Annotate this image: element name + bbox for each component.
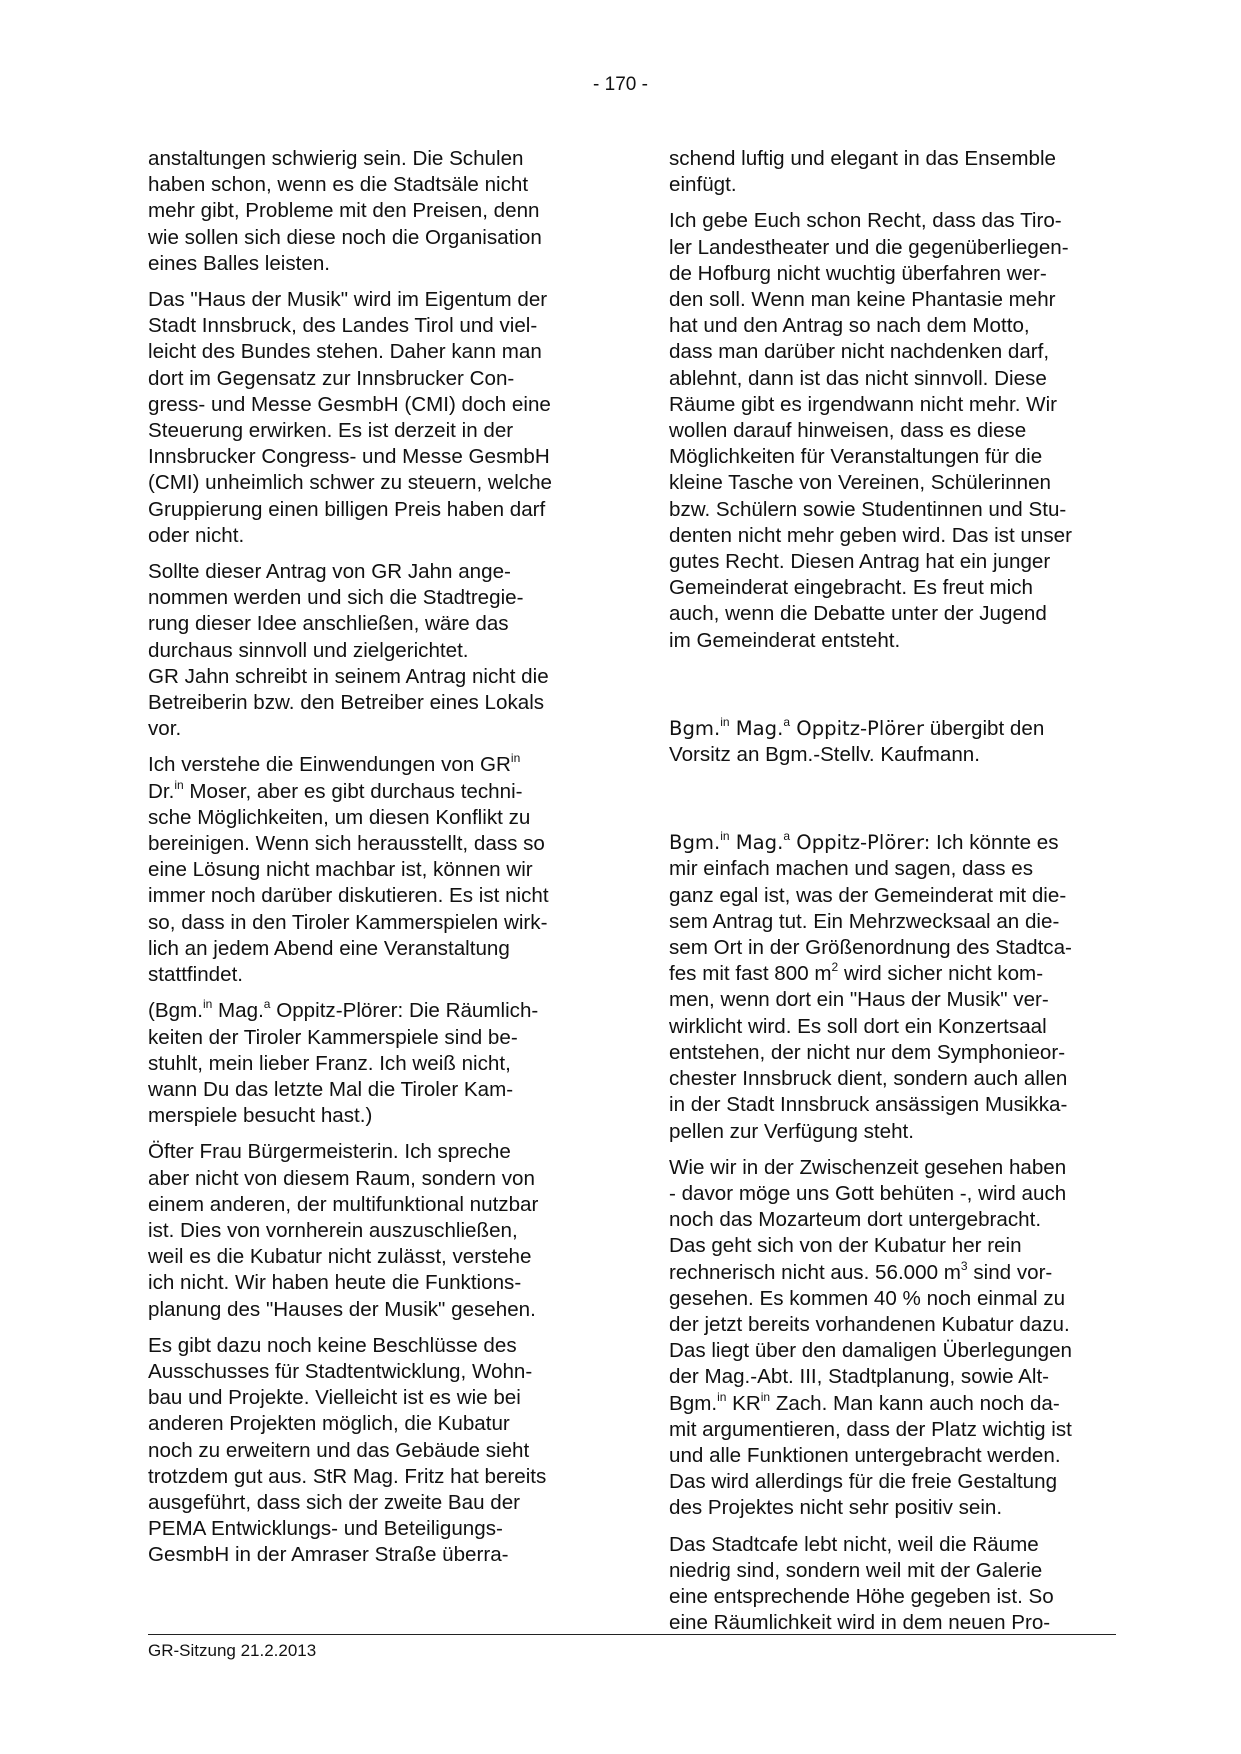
paragraph-gap [669,664,1117,716]
text-line [669,883,1117,909]
text-segment: ler Landestheater und die gegenüberliegen- [669,235,1069,259]
text-segment: auch, wenn die Debatte unter der Jugend [669,602,1047,626]
text-line [669,909,1117,935]
text-line [148,690,596,716]
text-line [669,1417,1117,1443]
paragraph [148,752,596,988]
text-line [148,1490,596,1516]
text-line [669,339,1117,365]
text-line [669,313,1117,339]
text-line [669,392,1117,418]
text-line [148,1297,596,1323]
text-line [148,585,596,611]
speaker-name: Oppitz-Plörer [790,716,925,740]
text-line [148,1218,596,1244]
text-line [669,1260,1117,1286]
text-segment: der Mag.-Abt. III, Stadtplanung, sowie Alt- [669,1365,1050,1389]
text-segment: ich nicht. Wir haben heute die Funktions- [148,1271,522,1295]
text-segment: ausgeführt, dass sich der zweite Bau der [148,1490,521,1514]
text-line [669,1338,1117,1364]
text-segment: sche Möglichkeiten, um diesen Konflikt zu [148,805,531,829]
paragraph [669,208,1117,653]
text-line [669,1610,1117,1636]
text-segment: hat und den Antrag so nach dem Motto, [669,314,1030,338]
text-segment: anstaltungen schwierig sein. Die Schulen [148,147,524,170]
paragraph-gap [669,778,1117,830]
text-line [669,1391,1117,1417]
text-line [669,1040,1117,1066]
superscript: a [263,997,271,1012]
text-segment: dass man darüber nicht nachdenken darf, [669,340,1050,364]
paragraph [669,146,1117,198]
text-line [148,470,596,496]
text-segment: noch das Mozarteum dort untergebracht. [669,1208,1042,1232]
text-line [148,198,596,224]
text-segment: einfügt. [669,173,737,197]
text-line [669,366,1117,392]
text-segment: Das liegt über den damaligen Überlegungen [669,1339,1072,1363]
text-segment: wirklicht wird. Es soll dort ein Konzertsaal [669,1014,1047,1038]
text-segment: schend luftig und elegant in das Ensemble [669,147,1056,170]
text-line [148,287,596,313]
text-segment: Ich könnte es [930,831,1059,855]
text-line [669,716,1117,742]
text-segment: Bgm. [669,1391,718,1415]
text-line [148,172,596,198]
text-segment: GesmbH in der Amraser Straße überra- [148,1543,509,1567]
text-line [148,1192,596,1218]
paragraph [148,287,596,549]
text-segment: ganz egal ist, was der Gemeinderat mit die- [669,883,1067,907]
text-line [669,856,1117,882]
text-segment: - davor möge uns Gott behüten -, wird auch [669,1181,1067,1205]
text-segment: wollen darauf hinweisen, dass es diese [669,419,1027,443]
text-segment: ablehnt, dann ist das nicht sinnvoll. Diese [669,366,1047,390]
text-line [669,1532,1117,1558]
text-segment: keiten der Tiroler Kammerspiele sind be- [148,1025,518,1049]
text-segment: mit argumentieren, dass der Platz wichtig ist [669,1417,1072,1441]
text-line [669,987,1117,1013]
text-segment: leicht des Bundes stehen. Daher kann man [148,340,542,364]
text-line [148,857,596,883]
text-segment: mir einfach machen und sagen, dass es [669,857,1034,881]
text-segment: trotzdem gut aus. StR Mag. Fritz hat bereits [148,1464,547,1488]
text-segment: Dr. [148,779,175,803]
text-segment: lich an jedem Abend eine Veranstaltung [148,936,510,960]
text-segment: durchaus sinnvoll und zielgerichtet. [148,638,469,662]
text-line [148,779,596,805]
text-line [148,392,596,418]
text-segment: gress- und Messe GesmbH (CMI) doch eine [148,392,551,416]
text-line [148,1385,596,1411]
text-line [148,611,596,637]
text-segment: einem anderen, der multifunktional nutzbar [148,1192,539,1216]
text-segment: men, wenn dort ein "Haus der Musik" ver- [669,988,1049,1012]
text-segment: Das Stadtcafe lebt nicht, weil die Räume [669,1532,1039,1556]
text-segment: den soll. Wenn man keine Phantasie mehr [669,288,1056,312]
footer-divider [148,1634,1116,1635]
text-line [148,1077,596,1103]
text-line [148,523,596,549]
text-line [148,1166,596,1192]
text-line [669,146,1117,172]
superscript: in [174,777,184,792]
text-segment: sind vor- [967,1260,1053,1284]
text-segment: planung des "Hauses der Musik" gesehen. [148,1297,536,1321]
text-segment: nommen werden und sich die Stadtregie- [148,586,524,610]
text-line [148,1051,596,1077]
text-segment: Innsbrucker Congress- und Messe GesmbH [148,445,550,469]
text-segment: bau und Projekte. Vielleicht ist es wie bei [148,1386,521,1410]
text-line [148,1244,596,1270]
text-line [148,1139,596,1165]
text-segment: fes mit fast 800 m [669,962,832,986]
text-segment: kleine Tasche von Vereinen, Schülerinnen [669,471,1052,495]
text-segment: sem Antrag tut. Ein Mehrzwecksaal an die- [669,909,1060,933]
text-segment: pellen zur Verfügung steht. [669,1119,915,1143]
text-segment: Räume gibt es irgendwann nicht mehr. Wir [669,392,1058,416]
text-segment: so, dass in den Tiroler Kammerspielen wirk- [148,910,548,934]
text-line [669,601,1117,627]
text-segment: niedrig sind, sondern weil mit der Galerie [669,1558,1043,1582]
text-line [669,1364,1117,1390]
text-line [148,418,596,444]
text-line [148,831,596,857]
text-line [669,575,1117,601]
text-line [148,1103,596,1129]
text-segment: noch zu erweitern und das Gebäude sieht [148,1438,530,1462]
text-segment: dort im Gegensatz zur Innsbrucker Con- [148,366,515,390]
text-segment: Betreiberin bzw. den Betreiber eines Lokals [148,691,545,715]
text-line [148,146,596,172]
text-segment: (Bgm. [148,999,203,1023]
text-line [148,910,596,936]
text-segment: merspiele besucht hast.) [148,1104,373,1128]
text-segment: Öfter Frau Bürgermeisterin. Ich spreche [148,1140,511,1164]
text-line [669,1066,1117,1092]
text-segment: Möglichkeiten für Veranstaltungen für die [669,445,1043,469]
text-line [669,961,1117,987]
text-line [148,962,596,988]
text-line [669,1443,1117,1469]
text-line [669,1495,1117,1521]
text-segment: ist. Dies von vornherein auszuschließen, [148,1218,518,1242]
text-segment: Stadt Innsbruck, des Landes Tirol und viel- [148,314,538,338]
text-segment: Mag. [212,999,264,1023]
text-line [669,1558,1117,1584]
text-segment: wann Du das letzte Mal die Tiroler Kam- [148,1077,514,1101]
text-segment: Gemeinderat eingebracht. Es freut mich [669,576,1034,600]
text-segment: gutes Recht. Diesen Antrag hat ein junger [669,550,1051,574]
superscript: a [783,829,791,844]
text-segment: entstehen, der nicht nur dem Symphonieor- [669,1040,1066,1064]
text-segment: eines Balles leisten. [148,251,331,275]
text-segment: in der Stadt Innsbruck ansässigen Musikka- [669,1093,1068,1117]
text-line [148,251,596,277]
text-segment: des Projektes nicht sehr positiv sein. [669,1496,1003,1520]
text-segment: eine Räumlichkeit wird in dem neuen Pro- [669,1611,1051,1635]
text-segment: (CMI) unheimlich schwer zu steuern, welche [148,471,553,495]
paragraph [669,830,1117,1144]
text-line [148,936,596,962]
text-line [669,549,1117,575]
text-line [669,444,1117,470]
text-segment: Das wird allerdings für die freie Gestaltung [669,1470,1058,1494]
text-line [148,366,596,392]
text-segment: übergibt den [924,716,1045,740]
text-segment: Zach. Man kann auch noch da- [770,1391,1060,1415]
speaker-name: Bgm. [669,831,721,855]
text-segment: stattfindet. [148,963,244,987]
speaker-name: Bgm. [669,716,721,740]
text-segment: und alle Funktionen untergebracht werden. [669,1443,1061,1467]
text-line [669,261,1117,287]
text-segment: Ausschusses für Stadtentwicklung, Wohn- [148,1359,533,1383]
text-line [669,235,1117,261]
text-line [669,1155,1117,1181]
text-segment: Sollte dieser Antrag von GR Jahn ange- [148,560,511,584]
text-line [669,1312,1117,1338]
text-segment: GR Jahn schreibt in seinem Antrag nicht die [148,664,549,688]
text-segment: sem Ort in der Größenordnung des Stadtca- [669,936,1072,960]
page-number: - 170 - [593,74,648,95]
text-segment: gesehen. Es kommen 40 % noch einmal zu [669,1286,1066,1310]
text-line [669,1584,1117,1610]
text-segment: vor. [148,717,182,741]
superscript: in [510,751,521,766]
paragraph [148,1333,596,1569]
text-segment: mehr gibt, Probleme mit den Preisen, denn [148,199,540,223]
text-segment: KR [726,1391,761,1415]
text-segment: Ich verstehe die Einwendungen von GR [148,753,511,777]
text-line [148,883,596,909]
speaker-name: Mag. [729,716,784,740]
text-line [148,638,596,664]
left-text-column [148,146,596,1579]
text-segment: Gruppierung einen billigen Preis haben darf [148,497,546,521]
superscript: 3 [960,1258,968,1273]
text-segment: immer noch darüber diskutieren. Es ist nicht [148,884,549,908]
text-segment: bereinigen. Wenn sich herausstellt, dass so [148,832,545,856]
text-line [148,313,596,339]
text-line [148,1270,596,1296]
text-line [148,1464,596,1490]
paragraph [148,146,596,277]
text-line [669,1469,1117,1495]
text-segment: Vorsitz an Bgm.-Stellv. Kaufmann. [669,743,980,767]
text-line [669,1092,1117,1118]
text-line [148,497,596,523]
paragraph [669,1155,1117,1522]
text-segment: Es gibt dazu noch keine Beschlüsse des [148,1333,517,1357]
paragraph [669,1532,1117,1637]
text-segment: rung dieser Idee anschließen, wäre das [148,612,509,636]
text-line [669,172,1117,198]
text-line [148,805,596,831]
text-line [669,742,1117,768]
text-segment: Steuerung erwirken. Es ist derzeit in der [148,419,514,443]
text-line [669,1014,1117,1040]
text-segment: stuhlt, mein lieber Franz. Ich weiß nicht, [148,1051,511,1075]
superscript: in [717,1389,727,1404]
text-line [669,523,1117,549]
text-line [669,1233,1117,1259]
text-segment: eine entsprechende Höhe gegeben ist. So [669,1584,1054,1608]
text-line [148,664,596,690]
superscript: a [783,714,791,729]
text-line [669,287,1117,313]
text-line [148,716,596,742]
text-segment: PEMA Entwicklungs- und Beteiligungs- [148,1517,503,1541]
paragraph [148,559,596,742]
text-segment: Wie wir in der Zwischenzeit gesehen haben [669,1155,1067,1179]
text-segment: eine Lösung nicht machbar ist, können wir [148,858,533,882]
text-line [148,444,596,470]
text-line [669,1207,1117,1233]
text-line [148,1359,596,1385]
text-segment: Das "Haus der Musik" wird im Eigentum der [148,288,548,312]
text-line [148,1025,596,1051]
text-line [148,752,596,778]
text-segment: Das geht sich von der Kubatur her rein [669,1234,1022,1258]
text-segment: wie sollen sich diese noch die Organisation [148,225,542,249]
text-line [148,1438,596,1464]
right-text-column [669,146,1117,1646]
text-line [148,339,596,365]
text-segment: Moser, aber es gibt durchaus techni- [183,779,523,803]
text-line [148,559,596,585]
text-segment: de Hofburg nicht wuchtig überfahren wer- [669,261,1047,285]
text-line [669,1181,1117,1207]
paragraph [148,998,596,1129]
text-segment: Ich gebe Euch schon Recht, dass das Tiro- [669,209,1062,233]
superscript: in [202,997,213,1012]
text-segment: im Gemeinderat entsteht. [669,628,901,652]
superscript: 2 [831,960,839,975]
text-segment: oder nicht. [148,523,245,547]
text-segment: chester Innsbruck dient, sondern auch allen [669,1067,1068,1091]
speaker-name: Mag. [729,831,784,855]
text-line [669,418,1117,444]
superscript: in [720,829,730,844]
text-line [669,208,1117,234]
superscript: in [720,714,730,729]
text-line [148,1516,596,1542]
speaker-name: Oppitz-Plörer: [790,831,931,855]
text-line [148,1411,596,1437]
text-line [669,470,1117,496]
text-segment: weil es die Kubatur nicht zulässt, verstehe [148,1245,532,1269]
text-line [148,1333,596,1359]
text-line [669,628,1117,654]
text-segment: anderen Projekten möglich, die Kubatur [148,1412,510,1436]
text-segment: denten nicht mehr geben wird. Das ist unser [669,523,1072,547]
text-line [148,998,596,1024]
text-segment: Oppitz-Plörer: Die Räumlich- [270,999,539,1023]
text-segment: wird sicher nicht kom- [838,962,1044,986]
footer-session-date: GR-Sitzung 21.2.2013 [148,1641,317,1660]
text-line [669,1286,1117,1312]
text-line [669,1119,1117,1145]
paragraph [148,1139,596,1322]
text-segment: der jetzt bereits vorhandenen Kubatur dazu. [669,1312,1070,1336]
text-line [148,1542,596,1568]
text-segment: haben schon, wenn es die Stadtsäle nicht [148,173,529,197]
text-line [669,935,1117,961]
text-line [669,830,1117,856]
text-line [148,225,596,251]
superscript: in [760,1389,771,1404]
text-segment: bzw. Schülern sowie Studentinnen und Stu- [669,497,1067,521]
text-line [669,497,1117,523]
text-segment: aber nicht von diesem Raum, sondern von [148,1166,535,1190]
text-segment: rechnerisch nicht aus. 56.000 m [669,1260,961,1284]
paragraph [669,716,1117,768]
